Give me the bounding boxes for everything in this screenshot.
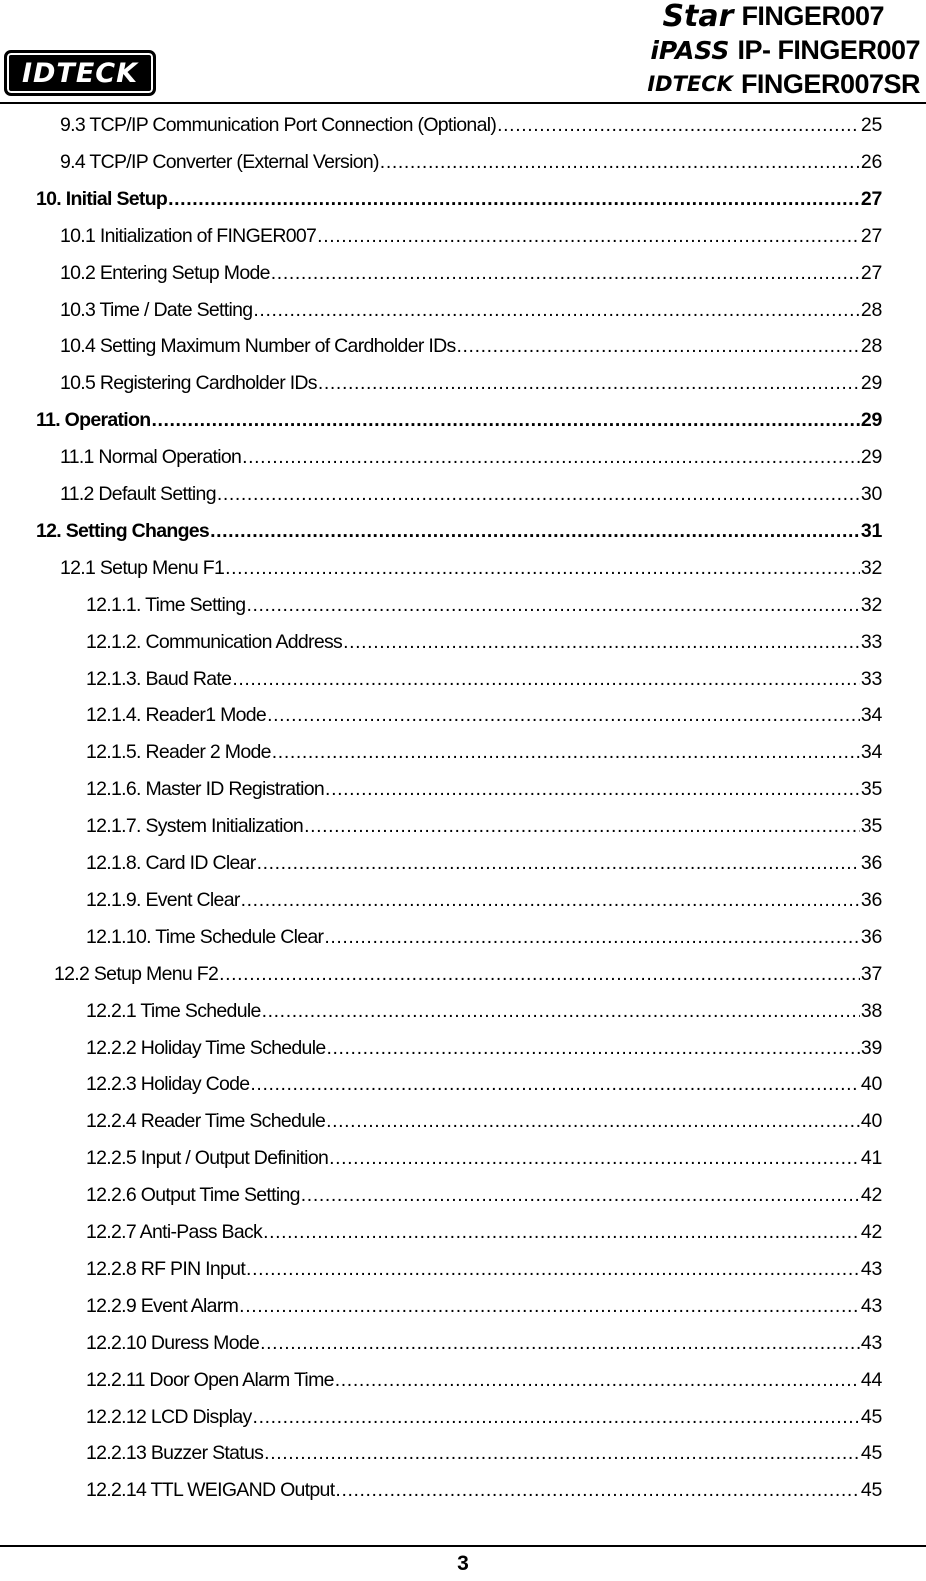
toc-entry-page: 27 <box>860 261 882 284</box>
toc-leader-dots <box>318 368 860 398</box>
toc-entry-page: 35 <box>860 778 882 801</box>
toc-leader-dots <box>335 1365 860 1395</box>
toc-entry-page: 26 <box>860 150 882 173</box>
toc-entry[interactable] <box>86 1438 882 1468</box>
toc-entry[interactable] <box>60 553 882 583</box>
toc-leader-dots <box>264 1438 860 1468</box>
toc-entry[interactable] <box>60 331 882 361</box>
toc-entry-page: 35 <box>860 815 882 838</box>
toc-leader-dots <box>326 1033 859 1063</box>
toc-entry-title: 10.2 Entering Setup Mode <box>60 261 270 284</box>
toc-entry[interactable] <box>86 1217 882 1247</box>
toc-entry[interactable] <box>86 885 882 915</box>
toc-entry-page: 29 <box>860 446 882 469</box>
toc-entry[interactable] <box>60 442 882 472</box>
product-line-1 <box>662 0 884 32</box>
toc-entry[interactable] <box>60 479 882 509</box>
toc-entry-page: 39 <box>860 1036 882 1059</box>
toc-entry-title: 10.3 Time / Date Setting <box>60 298 253 321</box>
toc-entry[interactable] <box>86 1475 882 1505</box>
toc-entry-page: 40 <box>860 1110 882 1133</box>
toc-entry[interactable] <box>86 1069 882 1099</box>
toc-entry-page: 45 <box>860 1479 882 1502</box>
toc-leader-dots <box>263 1217 860 1247</box>
toc-entry-title: 12.2.2 Holiday Time Schedule <box>86 1036 326 1059</box>
header-divider <box>0 102 926 104</box>
toc-leader-dots <box>271 258 860 288</box>
toc-leader-dots <box>232 664 860 694</box>
toc-entry-title: 12.1.9. Event Clear <box>86 888 240 911</box>
toc-entry-title: 12.2.13 Buzzer Status <box>86 1442 264 1465</box>
toc-entry-page: 43 <box>860 1257 882 1280</box>
toc-leader-dots <box>239 1291 860 1321</box>
page-number: 3 <box>457 1552 469 1575</box>
toc-entry[interactable] <box>86 1328 882 1358</box>
toc-entry-page: 29 <box>860 372 882 395</box>
toc-leader-dots <box>335 1475 859 1505</box>
toc-entry-title: 10.4 Setting Maximum Number of Cardholder IDs <box>60 335 456 358</box>
toc-entry-title: 11.2 Default Setting <box>60 483 216 505</box>
toc-entry-page: 27 <box>860 224 882 247</box>
toc-entry[interactable] <box>54 959 882 989</box>
toc-entry-title: 12.2.5 Input / Output Definition <box>86 1147 329 1170</box>
toc-leader-dots <box>301 1180 860 1210</box>
toc-entry-page: 36 <box>860 852 882 874</box>
toc-entry-page: 45 <box>860 1442 882 1465</box>
toc-entry-page: 30 <box>860 483 882 505</box>
toc-entry-title: 9.3 TCP/IP Communication Port Connection (Optional) <box>60 114 497 136</box>
idteck-brand-logo: IDTECK <box>647 72 733 96</box>
toc-entry-title: 12.1.10. Time Schedule Clear <box>86 925 324 948</box>
toc-leader-dots <box>457 331 860 361</box>
toc-entry-title: 10.5 Registering Cardholder IDs <box>60 372 317 395</box>
toc-entry[interactable] <box>36 516 882 546</box>
toc-entry[interactable] <box>60 221 882 251</box>
toc-entry[interactable] <box>86 1402 882 1432</box>
toc-leader-dots <box>272 737 860 767</box>
toc-entry[interactable] <box>86 737 882 767</box>
toc-entry-title: 12.2.9 Event Alarm <box>86 1294 239 1317</box>
toc-entry[interactable] <box>86 996 882 1026</box>
toc-entry-title: 12.1.1. Time Setting <box>86 593 246 616</box>
toc-leader-dots <box>380 147 860 177</box>
toc-leader-dots <box>343 627 860 657</box>
toc-entry-title: 10.1 Initialization of FINGER007 <box>60 224 317 247</box>
toc-entry-title: 12.2 Setup Menu F2 <box>54 962 219 985</box>
toc-leader-dots <box>241 885 860 915</box>
toc-entry-title: 12.2.12 LCD Display <box>86 1405 252 1428</box>
toc-entry-page: 42 <box>860 1184 882 1207</box>
toc-entry[interactable] <box>60 368 882 398</box>
ipass-brand-logo: iPASS <box>650 35 730 65</box>
toc-leader-dots <box>151 405 859 435</box>
toc-entry[interactable] <box>86 1106 882 1136</box>
toc-entry-title: 12.1.5. Reader 2 Mode <box>86 741 271 764</box>
toc-entry-page: 43 <box>860 1331 882 1354</box>
toc-leader-dots <box>260 1328 860 1358</box>
toc-leader-dots <box>219 959 860 989</box>
toc-leader-dots <box>168 184 860 214</box>
toc-entry-title: 12.1.7. System Initialization <box>86 815 304 838</box>
toc-entry[interactable] <box>86 774 882 804</box>
toc-leader-dots <box>325 774 860 804</box>
toc-entry-title: 12.1 Setup Menu F1 <box>60 556 225 579</box>
product-model-3: FINGER007SR <box>740 68 920 99</box>
toc-entry[interactable] <box>60 147 882 177</box>
toc-entry-page: 32 <box>860 556 882 579</box>
toc-entry-page: 34 <box>860 741 882 764</box>
toc-leader-dots <box>225 553 860 583</box>
toc-entry-title: 12. Setting Changes <box>36 519 210 542</box>
product-model-1: FINGER007 <box>741 0 884 31</box>
toc-leader-dots <box>210 516 860 546</box>
toc-entry[interactable] <box>86 1291 882 1321</box>
toc-entry[interactable] <box>86 1365 882 1395</box>
toc-leader-dots <box>329 1143 860 1173</box>
toc-entry-title: 12.1.2. Communication Address <box>86 630 343 653</box>
toc-entry-page: 37 <box>860 962 882 985</box>
page-header <box>0 0 926 104</box>
toc-entry[interactable] <box>86 1033 882 1063</box>
toc-entry-title: 12.2.11 Door Open Alarm Time <box>86 1368 334 1391</box>
toc-leader-dots <box>317 221 860 251</box>
toc-entry[interactable] <box>36 184 882 214</box>
product-line-3 <box>647 68 920 100</box>
toc-entry-page: 42 <box>860 1221 882 1243</box>
toc-leader-dots <box>324 922 860 952</box>
toc-entry-title: 12.2.4 Reader Time Schedule <box>86 1110 326 1133</box>
star-brand-logo: Star <box>662 0 734 34</box>
toc-leader-dots <box>253 295 860 325</box>
toc-entry-title: 12.2.14 TTL WEIGAND Output <box>86 1479 335 1502</box>
toc-entry[interactable] <box>60 110 882 140</box>
toc-leader-dots <box>262 996 860 1026</box>
toc-entry-title: 12.1.8. Card ID Clear <box>86 852 256 874</box>
toc-entry[interactable] <box>86 922 882 952</box>
toc-leader-dots <box>267 700 860 730</box>
toc-entry-page: 25 <box>860 114 882 136</box>
toc-entry[interactable] <box>86 1254 882 1284</box>
toc-leader-dots <box>217 479 860 509</box>
toc-entry-page: 36 <box>860 925 882 948</box>
toc-entry-title: 11. Operation <box>36 409 151 432</box>
toc-entry-page: 36 <box>860 888 882 911</box>
toc-entry-title: 12.2.3 Holiday Code <box>86 1073 250 1096</box>
toc-entry-page: 28 <box>860 335 882 358</box>
toc-entry-title: 12.2.6 Output Time Setting <box>86 1184 300 1207</box>
product-model-2: IP- FINGER007 <box>737 34 920 65</box>
toc-leader-dots <box>246 590 859 620</box>
toc-entry-page: 32 <box>860 593 882 616</box>
toc-entry-title: 12.2.10 Duress Mode <box>86 1331 260 1354</box>
toc-entry-page: 28 <box>860 298 882 321</box>
toc-entry[interactable] <box>60 295 882 325</box>
toc-entry-title: 11.1 Normal Operation <box>60 446 242 469</box>
toc-entry[interactable] <box>86 590 882 620</box>
toc-leader-dots <box>257 848 860 878</box>
toc-entry-page: 40 <box>860 1073 882 1096</box>
toc-entry-page: 44 <box>860 1368 882 1391</box>
toc-entry-page: 31 <box>860 519 882 542</box>
toc-entry[interactable] <box>86 700 882 730</box>
footer-divider <box>0 1545 926 1547</box>
toc-entry-title: 12.2.1 Time Schedule <box>86 999 261 1022</box>
toc-entry[interactable] <box>86 1180 882 1210</box>
toc-leader-dots <box>250 1069 860 1099</box>
toc-entry-title: 9.4 TCP/IP Converter (External Version) <box>60 150 379 173</box>
toc-entry[interactable] <box>86 627 882 657</box>
toc-entry-page: 33 <box>860 630 882 653</box>
toc-entry-page: 27 <box>860 187 882 210</box>
toc-entry[interactable] <box>86 848 882 878</box>
toc-entry-page: 43 <box>860 1294 882 1317</box>
toc-entry-title: 10. Initial Setup <box>36 187 168 210</box>
toc-entry-title: 12.1.4. Reader1 Mode <box>86 704 267 727</box>
idteck-logo <box>4 50 156 96</box>
toc-leader-dots <box>242 442 860 472</box>
toc-entry-title: 12.2.7 Anti-Pass Back <box>86 1221 263 1243</box>
toc-leader-dots <box>497 110 860 140</box>
toc-entry-page: 29 <box>860 409 882 432</box>
idteck-logo-text: IDTECK <box>21 57 139 89</box>
toc-entry-title: 12.2.8 RF PIN Input <box>86 1257 246 1280</box>
toc-entry-page: 34 <box>860 704 882 727</box>
toc-leader-dots <box>326 1106 860 1136</box>
toc-entry[interactable] <box>36 405 882 435</box>
toc-entry[interactable] <box>86 664 882 694</box>
toc-entry-page: 45 <box>860 1405 882 1428</box>
toc-entry[interactable] <box>60 258 882 288</box>
product-line-2 <box>650 34 920 66</box>
toc-entry-title: 12.1.3. Baud Rate <box>86 667 232 690</box>
toc-entry-page: 38 <box>860 999 882 1022</box>
toc-entry-page: 41 <box>860 1147 882 1170</box>
toc-leader-dots <box>246 1254 860 1284</box>
toc-entry-page: 33 <box>860 667 882 690</box>
toc-entry[interactable] <box>86 1143 882 1173</box>
toc-leader-dots <box>304 811 860 841</box>
toc-entry-title: 12.1.6. Master ID Registration <box>86 778 325 801</box>
toc-entry[interactable] <box>86 811 882 841</box>
toc-leader-dots <box>253 1402 860 1432</box>
